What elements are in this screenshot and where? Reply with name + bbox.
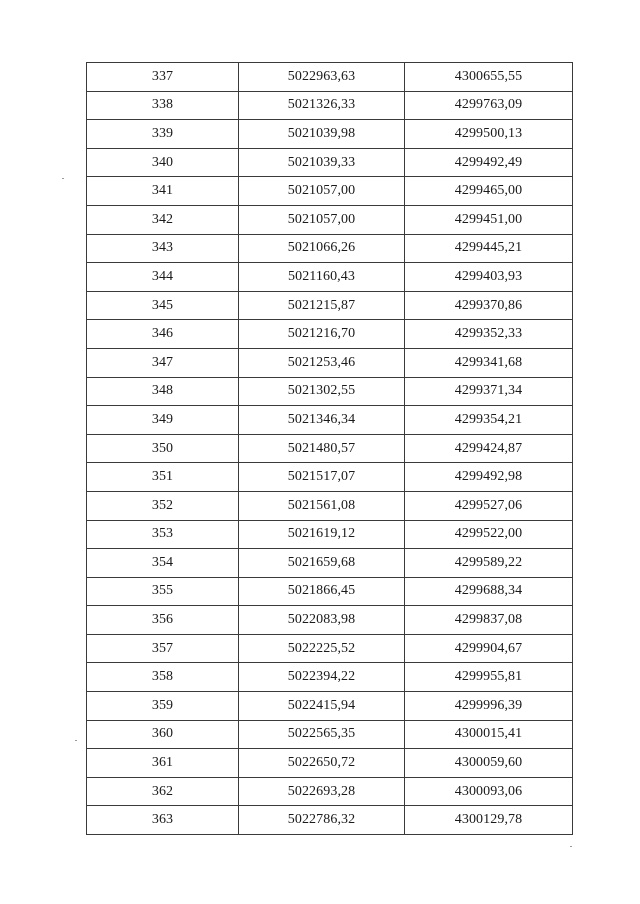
point-number-cell: 345 <box>87 291 239 320</box>
y-coordinate-cell: 4299837,08 <box>405 606 573 635</box>
y-coordinate-cell: 4299451,00 <box>405 205 573 234</box>
table-row <box>87 777 573 806</box>
x-coordinate-cell: 5021216,70 <box>239 320 405 349</box>
point-number-cell: 353 <box>87 520 239 549</box>
x-coordinate-cell: 5022693,28 <box>239 777 405 806</box>
table-row <box>87 291 573 320</box>
x-coordinate-cell: 5022786,32 <box>239 806 405 835</box>
scan-speck <box>570 846 572 847</box>
table-row <box>87 606 573 635</box>
y-coordinate-cell: 4299370,86 <box>405 291 573 320</box>
point-number-cell: 361 <box>87 749 239 778</box>
y-coordinate-cell: 4299445,21 <box>405 234 573 263</box>
table-row <box>87 377 573 406</box>
y-coordinate-cell: 4300015,41 <box>405 720 573 749</box>
y-coordinate-cell: 4299354,21 <box>405 406 573 435</box>
table-row <box>87 348 573 377</box>
y-coordinate-cell: 4299492,98 <box>405 463 573 492</box>
table-row <box>87 320 573 349</box>
x-coordinate-cell: 5021057,00 <box>239 177 405 206</box>
point-number-cell: 341 <box>87 177 239 206</box>
point-number-cell: 339 <box>87 120 239 149</box>
y-coordinate-cell: 4299527,06 <box>405 491 573 520</box>
x-coordinate-cell: 5021517,07 <box>239 463 405 492</box>
table-row <box>87 120 573 149</box>
point-number-cell: 355 <box>87 577 239 606</box>
x-coordinate-cell: 5021561,08 <box>239 491 405 520</box>
point-number-cell: 346 <box>87 320 239 349</box>
table-row <box>87 463 573 492</box>
point-number-cell: 350 <box>87 434 239 463</box>
point-number-cell: 357 <box>87 634 239 663</box>
x-coordinate-cell: 5022225,52 <box>239 634 405 663</box>
x-coordinate-cell: 5021866,45 <box>239 577 405 606</box>
point-number-cell: 352 <box>87 491 239 520</box>
y-coordinate-cell: 4299996,39 <box>405 692 573 721</box>
y-coordinate-cell: 4299688,34 <box>405 577 573 606</box>
y-coordinate-cell: 4300129,78 <box>405 806 573 835</box>
point-number-cell: 338 <box>87 91 239 120</box>
y-coordinate-cell: 4299589,22 <box>405 549 573 578</box>
point-number-cell: 348 <box>87 377 239 406</box>
table-row <box>87 205 573 234</box>
coordinates-table-body <box>87 63 573 835</box>
x-coordinate-cell: 5021659,68 <box>239 549 405 578</box>
point-number-cell: 363 <box>87 806 239 835</box>
table-row <box>87 234 573 263</box>
x-coordinate-cell: 5022565,35 <box>239 720 405 749</box>
table-row <box>87 491 573 520</box>
point-number-cell: 351 <box>87 463 239 492</box>
table-row <box>87 806 573 835</box>
table-row <box>87 148 573 177</box>
table-row <box>87 91 573 120</box>
y-coordinate-cell: 4299492,49 <box>405 148 573 177</box>
y-coordinate-cell: 4299371,34 <box>405 377 573 406</box>
x-coordinate-cell: 5021039,98 <box>239 120 405 149</box>
point-number-cell: 337 <box>87 63 239 92</box>
table-row <box>87 63 573 92</box>
table-row <box>87 720 573 749</box>
y-coordinate-cell: 4299522,00 <box>405 520 573 549</box>
y-coordinate-cell: 4299904,67 <box>405 634 573 663</box>
table-row <box>87 692 573 721</box>
point-number-cell: 354 <box>87 549 239 578</box>
point-number-cell: 342 <box>87 205 239 234</box>
x-coordinate-cell: 5022394,22 <box>239 663 405 692</box>
point-number-cell: 362 <box>87 777 239 806</box>
x-coordinate-cell: 5021039,33 <box>239 148 405 177</box>
y-coordinate-cell: 4299424,87 <box>405 434 573 463</box>
x-coordinate-cell: 5021066,26 <box>239 234 405 263</box>
point-number-cell: 347 <box>87 348 239 377</box>
table-row <box>87 549 573 578</box>
y-coordinate-cell: 4300655,55 <box>405 63 573 92</box>
x-coordinate-cell: 5021215,87 <box>239 291 405 320</box>
table-row <box>87 577 573 606</box>
x-coordinate-cell: 5022650,72 <box>239 749 405 778</box>
point-number-cell: 358 <box>87 663 239 692</box>
x-coordinate-cell: 5021057,00 <box>239 205 405 234</box>
table-row <box>87 434 573 463</box>
x-coordinate-cell: 5022963,63 <box>239 63 405 92</box>
y-coordinate-cell: 4300059,60 <box>405 749 573 778</box>
x-coordinate-cell: 5021253,46 <box>239 348 405 377</box>
point-number-cell: 344 <box>87 263 239 292</box>
point-number-cell: 360 <box>87 720 239 749</box>
point-number-cell: 359 <box>87 692 239 721</box>
x-coordinate-cell: 5021302,55 <box>239 377 405 406</box>
point-number-cell: 356 <box>87 606 239 635</box>
x-coordinate-cell: 5021346,34 <box>239 406 405 435</box>
y-coordinate-cell: 4300093,06 <box>405 777 573 806</box>
y-coordinate-cell: 4299955,81 <box>405 663 573 692</box>
x-coordinate-cell: 5022083,98 <box>239 606 405 635</box>
y-coordinate-cell: 4299341,68 <box>405 348 573 377</box>
table-row <box>87 177 573 206</box>
x-coordinate-cell: 5021619,12 <box>239 520 405 549</box>
y-coordinate-cell: 4299403,93 <box>405 263 573 292</box>
x-coordinate-cell: 5021160,43 <box>239 263 405 292</box>
table-row <box>87 520 573 549</box>
table-row <box>87 634 573 663</box>
scan-speck <box>62 178 64 179</box>
point-number-cell: 340 <box>87 148 239 177</box>
table-row <box>87 263 573 292</box>
point-number-cell: 343 <box>87 234 239 263</box>
scan-speck <box>75 740 77 741</box>
coordinates-table <box>86 62 573 835</box>
x-coordinate-cell: 5021480,57 <box>239 434 405 463</box>
x-coordinate-cell: 5022415,94 <box>239 692 405 721</box>
y-coordinate-cell: 4299352,33 <box>405 320 573 349</box>
table-row <box>87 749 573 778</box>
point-number-cell: 349 <box>87 406 239 435</box>
x-coordinate-cell: 5021326,33 <box>239 91 405 120</box>
table-row <box>87 406 573 435</box>
table-row <box>87 663 573 692</box>
y-coordinate-cell: 4299500,13 <box>405 120 573 149</box>
y-coordinate-cell: 4299465,00 <box>405 177 573 206</box>
y-coordinate-cell: 4299763,09 <box>405 91 573 120</box>
